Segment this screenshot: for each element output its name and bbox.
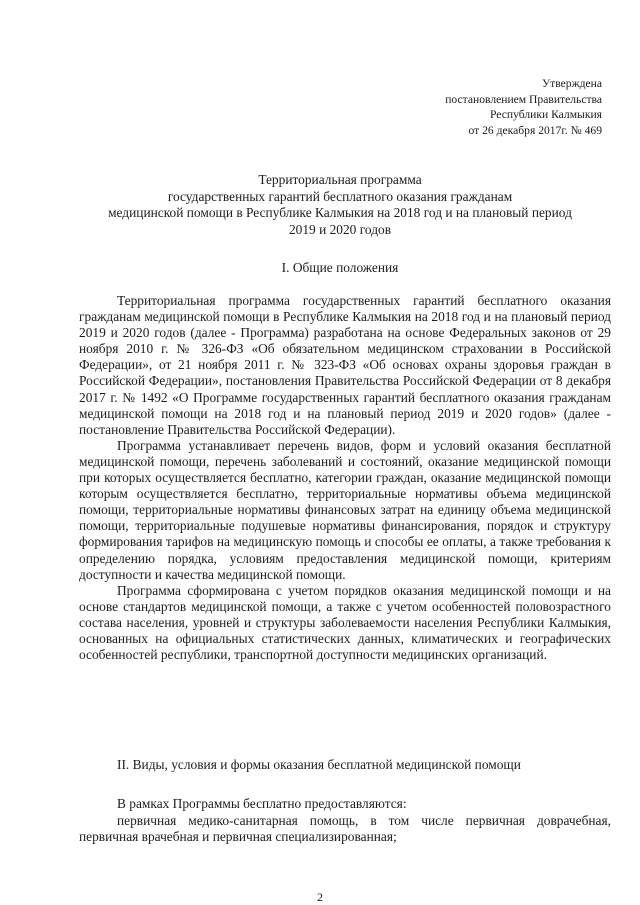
paragraph: Территориальная программа государственных гарантий бесплатного оказания гражданам медицинской помощи в Республике Калмыкия на 2018 год и на плановый период 2019 и 2020 годов (далее - Программа) разработана на основе Федеральных законов от 29 ноября 2010 г. № 326-ФЗ «Об обязательном медицинском страховании в Российской Федерации», от 21 ноября 2011 г. № 323-ФЗ «Об основах охраны здоровья граждан в Российской Федерации», постановления Правительства Российской Федерации от 8 декабря 2017 г. № 1492 «О Программе государственных гарантий бесплатного оказания гражданам медицинской помощи на 2018 год и на плановый период 2019 и 2020 годов» (далее - постановление Правительства Российской Федерации). [79, 293, 611, 437]
paragraph: Программа устанавливает перечень видов, форм и условий оказания бесплатной медицинской помощи, перечень заболеваний и состояний, оказание медицинской помощи при которых осуществляется бесплатно, категории граждан, оказание медицинской помощи которым осуществляется бесплатно, территориальные нормативы объема медицинской помощи, территориальные нормативы финансовых затрат на единицу объема медицинской помощи, территориальные подушевые нормативы финансирования, порядок и структуру формирования тарифов на медицинскую помощь и способы ее оплаты, а также требования к определению порядка, условиям предоставления медицинской помощи, критериям доступности и качества медицинской помощи. [79, 437, 611, 582]
approval-line: Республики Калмыкия [490, 108, 602, 122]
section-heading-general: I. Общие положения [281, 260, 399, 275]
title-line: Территориальная программа [258, 172, 422, 187]
title-line: медицинской помощи в Республике Калмыкия на 2018 год и на плановый период [108, 205, 572, 221]
paragraph: первичная медико-санитарная помощь, в том числе первичная доврачебная, первичная врачебная и первичная специализированная; [79, 812, 611, 845]
page-number: 2 [317, 890, 323, 904]
title-line: 2019 и 2020 годов [288, 221, 392, 237]
title-line: государственных гарантий бесплатного оказания гражданам [167, 188, 513, 204]
approval-stamp [445, 76, 602, 138]
document-title [60, 172, 620, 238]
approval-line: постановлением Правительства [445, 92, 602, 106]
section-body-types [79, 796, 611, 846]
section-heading-types: II. Виды, условия и формы оказания бесплатной медицинской помощи [117, 757, 521, 772]
paragraph: В рамках Программы бесплатно предоставляются: [117, 796, 407, 811]
approval-line: от 26 декабря 2017г. № 469 [468, 123, 602, 137]
section-body-general [79, 293, 611, 663]
paragraph: Программа сформирована с учетом порядков оказания медицинской помощи и на основе стандартов медицинской помощи, а также с учетом особенностей половозрастного состава населения, уровней и структуры заболеваемости населения Республики Калмыкия, основанных на официальных статистических данных, климатических и географических особенностей республики, транспортной доступности медицинских организаций. [79, 582, 611, 663]
approval-line: Утверждена [541, 77, 602, 90]
